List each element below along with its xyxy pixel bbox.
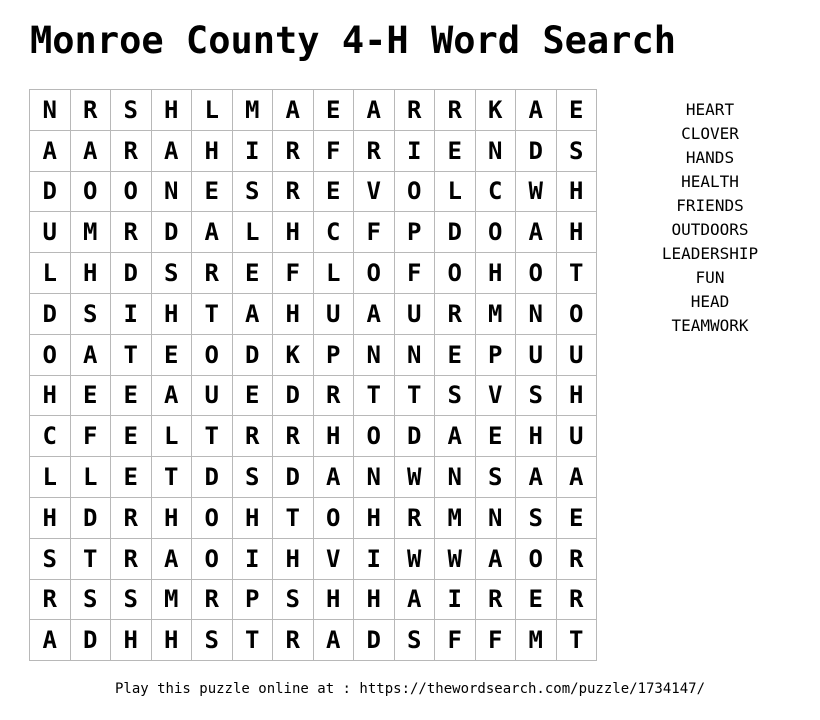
grid-cell[interactable]: F (394, 253, 435, 294)
grid-cell[interactable]: E (435, 130, 476, 171)
grid-cell[interactable]: D (151, 212, 192, 253)
grid-cell[interactable]: A (313, 457, 354, 498)
grid-cell[interactable]: S (516, 375, 557, 416)
grid-cell[interactable]: R (192, 579, 233, 620)
grid-cell[interactable]: F (313, 130, 354, 171)
grid-cell[interactable]: L (192, 90, 233, 131)
grid-cell[interactable]: L (151, 416, 192, 457)
grid-cell[interactable]: E (111, 416, 152, 457)
grid-cell[interactable]: R (273, 416, 314, 457)
grid-cell[interactable]: E (556, 90, 597, 131)
grid-cell[interactable]: F (273, 253, 314, 294)
grid-cell[interactable]: H (70, 253, 111, 294)
grid-cell[interactable]: A (394, 579, 435, 620)
grid-row (30, 538, 597, 579)
grid-cell[interactable]: E (313, 171, 354, 212)
grid-cell[interactable]: D (192, 457, 233, 498)
grid-cell[interactable]: F (70, 416, 111, 457)
grid-cell[interactable]: S (516, 497, 557, 538)
grid-cell[interactable]: E (475, 416, 516, 457)
word-list-item: FUN (695, 268, 725, 287)
grid-cell[interactable]: R (273, 130, 314, 171)
grid-cell[interactable]: R (394, 497, 435, 538)
grid-row (30, 457, 597, 498)
grid-cell[interactable]: U (516, 334, 557, 375)
grid-cell[interactable]: S (111, 579, 152, 620)
grid-cell[interactable]: W (516, 171, 557, 212)
grid-cell[interactable]: H (516, 416, 557, 457)
grid-cell[interactable]: R (111, 538, 152, 579)
grid-cell[interactable]: S (70, 293, 111, 334)
grid-cell[interactable]: O (70, 171, 111, 212)
grid-cell[interactable]: O (475, 212, 516, 253)
grid-cell[interactable]: H (111, 620, 152, 661)
grid-cell[interactable]: R (273, 171, 314, 212)
grid-cell[interactable]: E (192, 171, 233, 212)
grid-cell[interactable]: U (192, 375, 233, 416)
grid-cell[interactable]: U (394, 293, 435, 334)
grid-cell[interactable]: R (70, 90, 111, 131)
grid-row (30, 579, 597, 620)
grid-cell[interactable]: C (313, 212, 354, 253)
grid-cell[interactable]: L (30, 457, 71, 498)
word-list-item: TEAMWORK (671, 316, 749, 335)
grid-cell[interactable]: H (354, 497, 395, 538)
grid-cell[interactable]: N (475, 497, 516, 538)
grid-cell[interactable]: I (394, 130, 435, 171)
grid-cell[interactable]: W (394, 457, 435, 498)
grid-cell[interactable]: N (516, 293, 557, 334)
grid-row (30, 171, 597, 212)
grid-cell[interactable]: D (232, 334, 273, 375)
grid-cell[interactable]: O (192, 538, 233, 579)
grid-cell[interactable]: H (273, 293, 314, 334)
word-list-item: OUTDOORS (671, 220, 749, 239)
grid-cell[interactable]: M (516, 620, 557, 661)
grid-cell[interactable]: A (30, 620, 71, 661)
grid-cell[interactable]: E (151, 334, 192, 375)
grid-cell[interactable]: A (151, 375, 192, 416)
grid-cell[interactable]: T (394, 375, 435, 416)
grid-cell[interactable]: S (435, 375, 476, 416)
grid-cell[interactable]: H (30, 375, 71, 416)
grid-cell[interactable]: P (394, 212, 435, 253)
grid-cell[interactable]: H (556, 171, 597, 212)
grid-cell[interactable]: H (273, 212, 314, 253)
grid-row (30, 130, 597, 171)
grid-cell[interactable]: I (232, 538, 273, 579)
grid-cell[interactable]: S (273, 579, 314, 620)
grid-row (30, 90, 597, 131)
grid-cell[interactable]: A (273, 90, 314, 131)
grid-cell[interactable]: H (313, 416, 354, 457)
grid-cell[interactable]: C (475, 171, 516, 212)
grid-cell[interactable]: K (273, 334, 314, 375)
grid-cell[interactable]: N (151, 171, 192, 212)
grid-cell[interactable]: O (435, 253, 476, 294)
grid-cell[interactable]: D (111, 253, 152, 294)
grid-cell[interactable]: A (516, 212, 557, 253)
grid-cell[interactable]: D (394, 416, 435, 457)
grid-cell[interactable]: T (70, 538, 111, 579)
grid-cell[interactable]: R (111, 497, 152, 538)
grid-cell[interactable]: A (313, 620, 354, 661)
grid-cell[interactable]: F (475, 620, 516, 661)
grid-cell[interactable]: T (151, 457, 192, 498)
grid-cell[interactable]: O (192, 497, 233, 538)
grid-cell[interactable]: T (111, 334, 152, 375)
grid-cell[interactable]: D (273, 457, 314, 498)
grid-cell[interactable]: F (354, 212, 395, 253)
grid-cell[interactable]: T (192, 416, 233, 457)
grid-cell[interactable]: H (151, 90, 192, 131)
grid-cell[interactable]: O (516, 253, 557, 294)
puzzle-title: Monroe County 4-H Word Search (30, 19, 677, 62)
grid-row (30, 497, 597, 538)
grid-cell[interactable]: E (313, 90, 354, 131)
grid-cell[interactable]: T (192, 293, 233, 334)
grid-cell[interactable]: L (70, 457, 111, 498)
grid-cell[interactable]: A (435, 416, 476, 457)
grid-cell[interactable]: R (111, 212, 152, 253)
grid-cell[interactable]: R (475, 579, 516, 620)
grid-cell[interactable]: H (313, 579, 354, 620)
word-list-item: HEAD (690, 292, 730, 311)
grid-cell[interactable]: O (192, 334, 233, 375)
grid-cell[interactable]: U (313, 293, 354, 334)
grid-cell[interactable]: A (232, 293, 273, 334)
grid-cell[interactable]: H (151, 293, 192, 334)
grid-cell[interactable]: H (273, 538, 314, 579)
grid-cell[interactable]: M (475, 293, 516, 334)
grid-cell[interactable]: E (70, 375, 111, 416)
grid-cell[interactable]: O (516, 538, 557, 579)
grid-cell[interactable]: L (30, 253, 71, 294)
grid-cell[interactable]: L (232, 212, 273, 253)
puzzle-link[interactable]: https://thewordsearch.com/puzzle/1734147/ (359, 681, 705, 697)
grid-cell[interactable]: T (232, 620, 273, 661)
grid-cell[interactable]: V (354, 171, 395, 212)
grid-cell[interactable]: C (30, 416, 71, 457)
grid-cell[interactable]: O (313, 497, 354, 538)
grid-cell[interactable]: E (232, 253, 273, 294)
grid-cell[interactable]: H (151, 620, 192, 661)
grid-cell[interactable]: P (313, 334, 354, 375)
grid-cell[interactable]: E (435, 334, 476, 375)
grid-cell[interactable]: A (70, 130, 111, 171)
grid-cell[interactable]: E (111, 375, 152, 416)
grid-cell[interactable]: M (151, 579, 192, 620)
grid-cell[interactable]: U (556, 416, 597, 457)
grid-cell[interactable]: W (435, 538, 476, 579)
grid-row (30, 293, 597, 334)
grid-cell[interactable]: P (232, 579, 273, 620)
footer-prefix: Play this puzzle online at : (114, 681, 360, 697)
grid-cell[interactable]: A (354, 293, 395, 334)
grid-cell[interactable]: V (475, 375, 516, 416)
grid-cell[interactable]: S (232, 457, 273, 498)
grid-cell[interactable]: L (435, 171, 476, 212)
grid-cell[interactable]: S (70, 579, 111, 620)
grid-cell[interactable]: S (151, 253, 192, 294)
grid-cell[interactable]: D (70, 620, 111, 661)
grid-cell[interactable]: P (475, 334, 516, 375)
grid-cell[interactable]: R (30, 579, 71, 620)
grid-cell[interactable]: H (151, 497, 192, 538)
word-list-item: FRIENDS (676, 196, 744, 215)
grid-cell[interactable]: I (111, 293, 152, 334)
word-list (640, 98, 780, 338)
grid-cell[interactable]: O (30, 334, 71, 375)
grid-cell[interactable]: A (475, 538, 516, 579)
grid-cell[interactable]: D (30, 293, 71, 334)
grid-cell[interactable]: U (556, 334, 597, 375)
grid-cell[interactable]: R (556, 538, 597, 579)
grid-row (30, 253, 597, 294)
word-list-item: LEADERSHIP (661, 244, 759, 263)
letter-grid[interactable] (29, 89, 597, 661)
grid-cell[interactable]: D (435, 212, 476, 253)
grid-cell[interactable]: I (354, 538, 395, 579)
grid-row (30, 416, 597, 457)
grid-cell[interactable]: L (313, 253, 354, 294)
grid-cell[interactable]: A (354, 90, 395, 131)
grid-cell[interactable]: A (30, 130, 71, 171)
grid-cell[interactable]: H (475, 253, 516, 294)
word-list-item: HANDS (685, 148, 735, 167)
grid-cell[interactable]: R (354, 130, 395, 171)
grid-cell[interactable]: T (273, 497, 314, 538)
grid-cell[interactable]: R (435, 90, 476, 131)
grid-cell[interactable]: S (475, 457, 516, 498)
grid-cell[interactable]: N (394, 334, 435, 375)
grid-cell[interactable]: O (556, 293, 597, 334)
grid-cell[interactable]: R (232, 416, 273, 457)
grid-cell[interactable]: I (435, 579, 476, 620)
grid-cell[interactable]: M (70, 212, 111, 253)
grid-cell[interactable]: E (111, 457, 152, 498)
grid-cell[interactable]: N (354, 334, 395, 375)
grid-cell[interactable]: D (516, 130, 557, 171)
grid-cell[interactable]: K (475, 90, 516, 131)
grid-cell[interactable]: M (232, 90, 273, 131)
grid-cell[interactable]: N (475, 130, 516, 171)
grid-cell[interactable]: W (394, 538, 435, 579)
grid-cell[interactable]: S (556, 130, 597, 171)
grid-cell[interactable]: H (30, 497, 71, 538)
grid-cell[interactable]: H (556, 212, 597, 253)
grid-cell[interactable]: D (273, 375, 314, 416)
grid-cell[interactable]: T (556, 253, 597, 294)
grid-cell[interactable]: O (354, 253, 395, 294)
grid-cell[interactable]: R (273, 620, 314, 661)
grid-cell[interactable]: S (394, 620, 435, 661)
grid-cell[interactable]: E (556, 497, 597, 538)
grid-row (30, 375, 597, 416)
grid-cell[interactable]: T (556, 620, 597, 661)
grid-cell[interactable]: H (354, 579, 395, 620)
footer (0, 681, 820, 697)
grid-row (30, 334, 597, 375)
grid-cell[interactable]: S (111, 90, 152, 131)
grid-row (30, 212, 597, 253)
grid-cell[interactable]: H (192, 130, 233, 171)
grid-cell[interactable]: R (394, 90, 435, 131)
grid-cell[interactable]: V (313, 538, 354, 579)
grid-cell[interactable]: D (354, 620, 395, 661)
grid-cell[interactable]: A (516, 90, 557, 131)
grid-cell[interactable]: U (30, 212, 71, 253)
grid-cell[interactable]: R (435, 293, 476, 334)
word-list-item: HEALTH (681, 172, 739, 191)
grid-cell[interactable]: I (232, 130, 273, 171)
grid-cell[interactable]: H (556, 375, 597, 416)
grid-cell[interactable]: S (192, 620, 233, 661)
grid-cell[interactable]: A (151, 538, 192, 579)
grid-cell[interactable]: R (313, 375, 354, 416)
grid-cell[interactable]: R (556, 579, 597, 620)
grid-cell[interactable]: D (30, 171, 71, 212)
grid-cell[interactable]: N (435, 457, 476, 498)
grid-cell[interactable]: O (394, 171, 435, 212)
grid-cell[interactable]: E (516, 579, 557, 620)
grid-cell[interactable]: F (435, 620, 476, 661)
grid-cell[interactable]: R (111, 130, 152, 171)
grid-cell[interactable]: N (30, 90, 71, 131)
grid-row (30, 620, 597, 661)
grid-cell[interactable]: A (70, 334, 111, 375)
grid-cell[interactable]: A (151, 130, 192, 171)
word-list-item: HEART (685, 100, 735, 119)
grid-cell[interactable]: N (354, 457, 395, 498)
grid-cell[interactable]: H (232, 497, 273, 538)
grid-cell[interactable]: A (556, 457, 597, 498)
word-list-item: CLOVER (681, 124, 739, 143)
grid-cell[interactable]: S (30, 538, 71, 579)
grid-cell[interactable]: E (232, 375, 273, 416)
grid-cell[interactable]: D (70, 497, 111, 538)
grid-cell[interactable]: R (192, 253, 233, 294)
grid-cell[interactable]: M (435, 497, 476, 538)
grid-cell[interactable]: A (516, 457, 557, 498)
grid-cell[interactable]: T (354, 375, 395, 416)
grid-cell[interactable]: O (111, 171, 152, 212)
grid-cell[interactable]: A (192, 212, 233, 253)
grid-cell[interactable]: S (232, 171, 273, 212)
grid-cell[interactable]: O (354, 416, 395, 457)
